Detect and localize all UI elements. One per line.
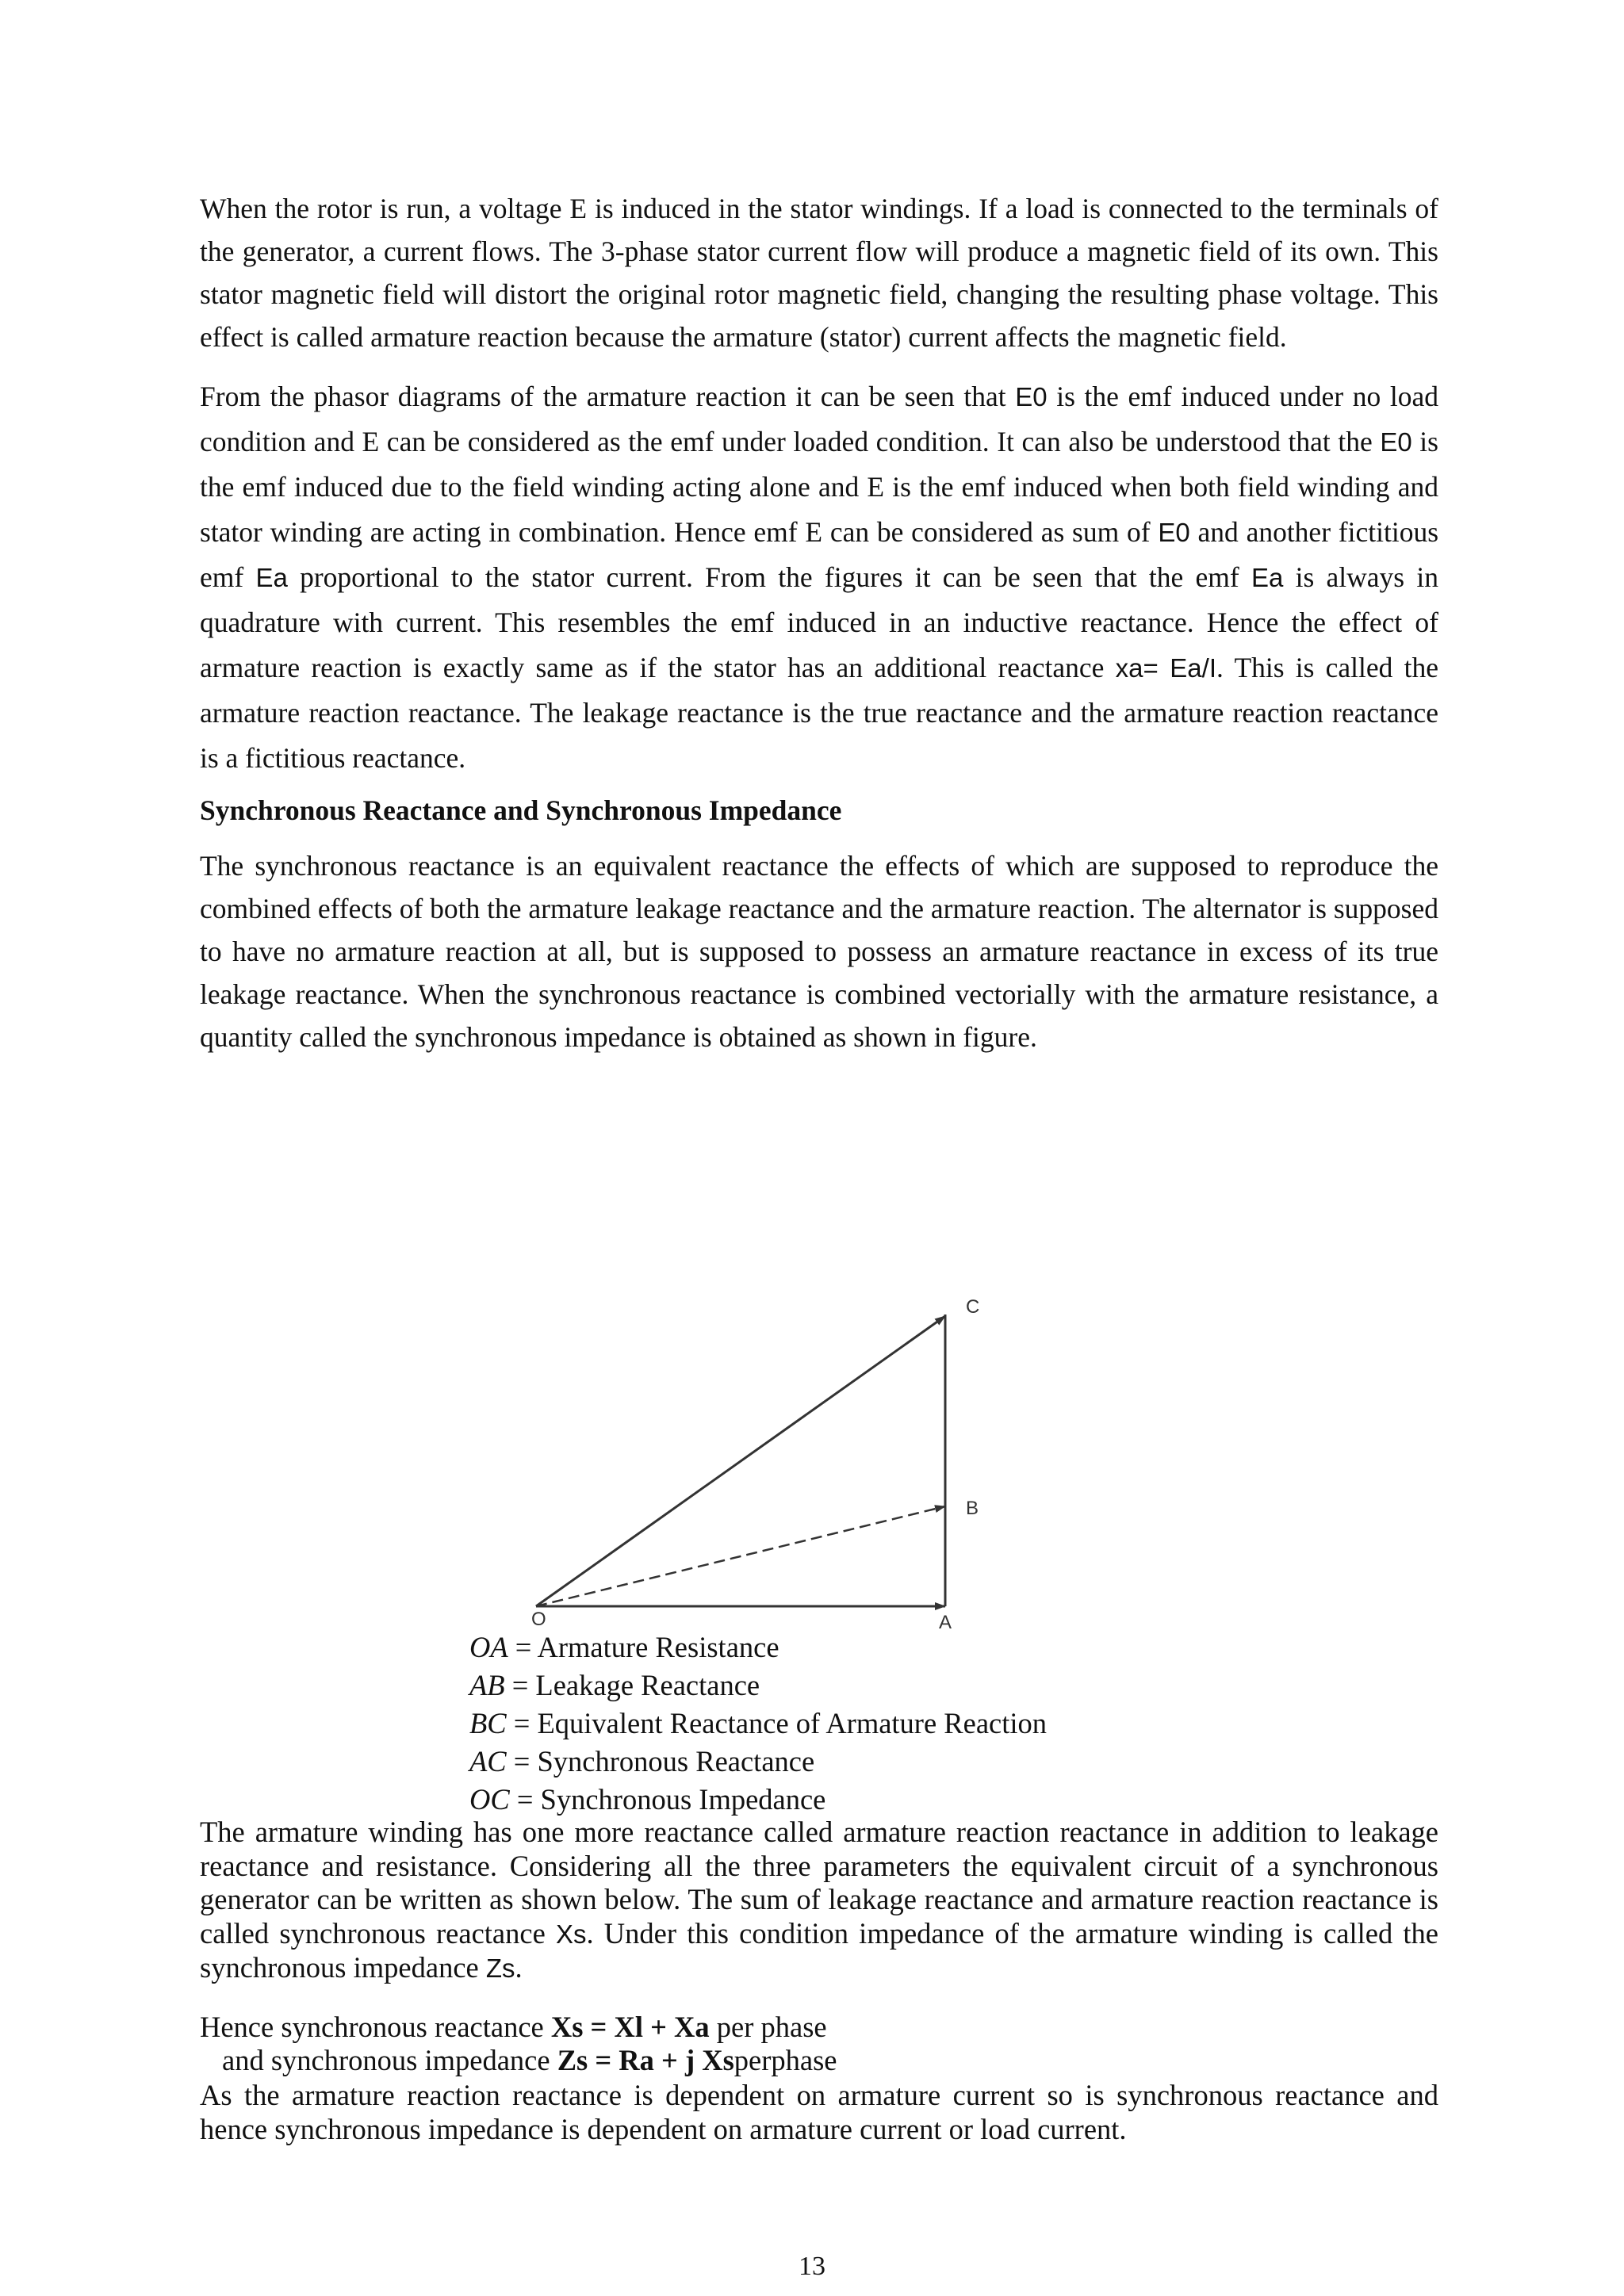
symbol-e0: E0 (1380, 427, 1412, 457)
text-run: . Under this condition impedance of the armature winding is called the synchronous impedance (200, 1916, 1438, 1984)
legend-symbol: OC (469, 1783, 510, 1816)
section-heading: Synchronous Reactance and Synchronous Impedance (200, 794, 842, 826)
symbol-e0: E0 (1015, 382, 1048, 411)
legend-item (469, 1781, 1047, 1819)
text-run: is the emf induced under no load condition and E can be considered as the emf under loaded condition. It can also be understood that the (200, 381, 1438, 457)
label-c: C (966, 1296, 980, 1318)
legend-symbol: AC (469, 1745, 507, 1777)
legend-text: = Equivalent Reactance of Armature Reaction (506, 1707, 1048, 1739)
text-run: is always in quadrature with current. This resembles the emf induced in an inductive reactance. Hence the effect of armature reaction is exactly same as if the stator has an additional reactance (200, 561, 1438, 683)
text-run: per phase (709, 2011, 827, 2043)
diagram-legend (469, 1628, 1047, 1819)
line-oc (536, 1316, 945, 1606)
symbol-xs: Xs (555, 1919, 587, 1949)
text-run: perphase (733, 2044, 837, 2076)
paragraph-closing: As the armature reaction reactance is dependent on armature current so is synchronous reactance and hence synchronous impedance is dependent on armature current or load current. (200, 2079, 1438, 2145)
text-run: is the emf induced due to the field winding acting alone and E is the emf induced when both field winding and stator winding are acting in combination. Hence emf E can be considered as sum of (200, 426, 1438, 548)
symbol-zs: Zs (485, 1954, 515, 1983)
text-run: The armature winding has one more reactance called armature reaction reactance in addition to leakage reactance and resistance. Considering all the three parameters the equivalent circuit of a synchronous generator can be written as shown below. The sum of leakage reactance and armature reaction reactance is called synchronous reactance (200, 1816, 1438, 1950)
symbol-xa: xa= Ea/I (1115, 653, 1216, 683)
impedance-triangle-diagram (508, 1283, 1015, 1632)
symbol-ea: Ea (255, 563, 288, 592)
paragraph-phasor-diagrams (200, 374, 1438, 781)
closing-block (200, 2079, 1438, 2146)
legend-symbol: OA (469, 1631, 508, 1663)
formula-xs: Xs = Xl + Xa (550, 2011, 710, 2043)
text-run: . This is called the armature reaction reactance. The leakage reactance is the true reactance and the armature reaction reactance is a fictitious reactance. (200, 652, 1439, 774)
text-run: and synchronous impedance (222, 2044, 557, 2076)
legend-item (469, 1628, 1047, 1667)
label-o: O (531, 1609, 546, 1630)
text-run: proportional to the stator current. From the figures it can be seen that the emf (287, 561, 1251, 593)
page-number: 13 (799, 2252, 825, 2281)
formula-reactance (200, 2011, 1438, 2044)
legend-text: = Synchronous Impedance (509, 1783, 826, 1816)
formula-zs: Zs = Ra + j Xs (557, 2044, 734, 2076)
paragraph-equivalent-circuit-block (200, 1816, 1438, 1986)
text-run: and another fictitious emf (200, 516, 1439, 593)
document-body (200, 187, 1438, 1058)
text-run: Hence synchronous reactance (200, 2011, 551, 2043)
legend-text: = Leakage Reactance (504, 1669, 760, 1701)
label-a: A (939, 1612, 952, 1632)
paragraph-armature-reaction: When the rotor is run, a voltage E is induced in the stator windings. If a load is connected to the terminals of the generator, a current flows. The 3-phase stator current flow will produce a magnetic field of its own. This stator magnetic field will distort the original rotor magnetic field, changing the resulting phase voltage. This effect is called armature reaction because the armature (stator) current affects the magnetic field. (200, 193, 1438, 353)
line-ob-dashed (536, 1506, 945, 1606)
symbol-ea: Ea (1251, 563, 1284, 592)
legend-symbol: AB (469, 1669, 505, 1701)
symbol-e0: E0 (1158, 518, 1190, 547)
legend-text: = Armature Resistance (508, 1631, 779, 1663)
legend-item (469, 1705, 1047, 1743)
legend-symbol: BC (469, 1707, 507, 1739)
paragraph-synchronous-reactance: The synchronous reactance is an equivalent reactance the effects of which are supposed to reproduce the combined effects of both the armature leakage reactance and the armature reaction. The alternator is supposed to have no armature reaction at all, but is supposed to possess an armature reactance in excess of its true leakage reactance. When the synchronous reactance is combined vectorially with the armature resistance, a quantity called the synchronous impedance is obtained as shown in figure. (200, 850, 1438, 1053)
legend-item (469, 1743, 1047, 1781)
formula-block (200, 2011, 1438, 2077)
legend-item (469, 1667, 1047, 1705)
text-run: From the phasor diagrams of the armature reaction it can be seen that (200, 381, 1016, 412)
label-b: B (966, 1498, 979, 1519)
legend-text: = Synchronous Reactance (506, 1745, 815, 1777)
paragraph-equivalent-circuit (200, 1816, 1438, 1986)
text-run: . (515, 1951, 523, 1984)
formula-impedance (200, 2044, 1438, 2077)
